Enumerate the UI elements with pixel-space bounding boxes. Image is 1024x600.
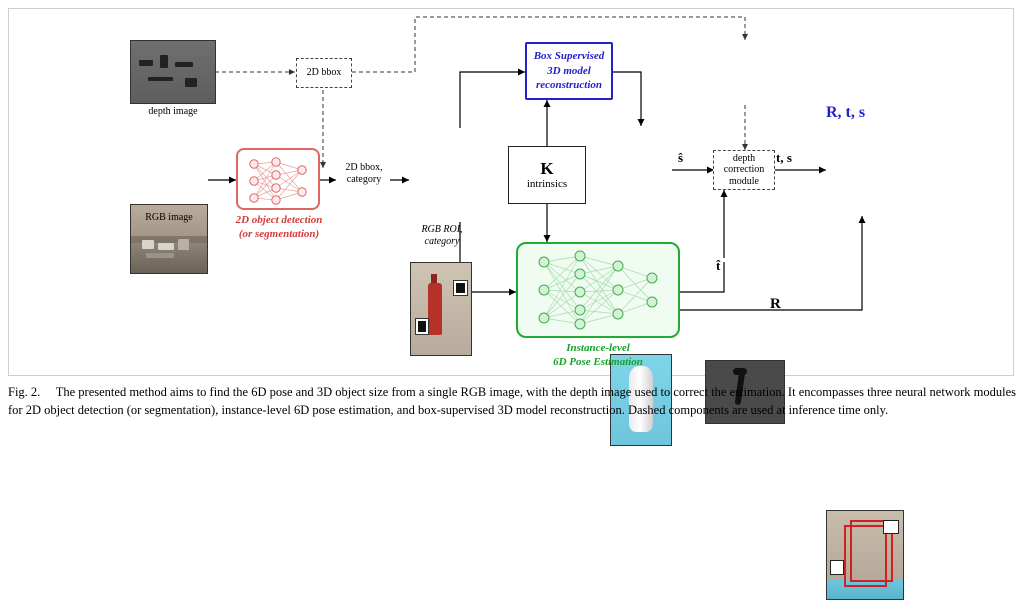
pose-net-line1: Instance-level <box>566 342 630 354</box>
reconstruction-line2: 3D model <box>547 64 591 77</box>
object-detector-label <box>220 214 338 242</box>
detector-label-line2: (or segmentation) <box>238 227 320 240</box>
R-label: R <box>770 296 781 312</box>
depth-correction-line1: depth <box>732 152 756 164</box>
detector-network-icon <box>238 150 322 212</box>
pose-network-icon <box>518 244 678 336</box>
rgb-roi-caption <box>406 224 478 248</box>
t-s-label: t, s <box>776 150 792 165</box>
pose-network-label <box>516 342 680 370</box>
t-hat-label: t̂ <box>716 258 721 273</box>
depth-image <box>130 40 216 104</box>
output-label: R, t, s <box>826 104 866 121</box>
depth-roi-caption: Depth ROI <box>725 86 765 96</box>
reconstruction-line3: reconstruction <box>535 79 602 92</box>
rgb-roi-line2: category <box>424 236 460 247</box>
depth-correction-module <box>713 150 775 190</box>
figure-label: Fig. 2. <box>8 385 41 399</box>
bbox-category-node <box>336 162 392 186</box>
intrinsics-word: intrinsics <box>526 178 568 191</box>
object-detector-network <box>236 148 320 210</box>
bbox-2d-node <box>296 58 352 88</box>
detector-label-line1: 2D object detection <box>235 214 323 226</box>
camera-intrinsics-node <box>508 146 586 204</box>
bbox-category-line2: category <box>346 174 382 185</box>
depth-correction-line2: correction <box>723 164 765 176</box>
figure-caption-text: The presented method aims to find the 6D pose and 3D object size from a single RGB image, with the depth image used to correct the estimation. It encompasses three neural network modules for 2D object detection (or segmentation), instance-level 6D pose estimation, and box-supervised 3D model reconstruction. Dashed components are used at inference time only. <box>8 385 1016 417</box>
pose-estimation-network <box>516 242 680 338</box>
rgb-roi-line1: RGB ROI, <box>421 224 463 235</box>
figure-caption <box>8 384 1016 420</box>
depth-correction-line3: module <box>729 175 759 187</box>
depth-image-caption: depth image <box>148 106 198 117</box>
intrinsics-symbol: K <box>540 158 554 178</box>
box-supervised-reconstruction-node <box>525 42 613 100</box>
rgb-roi-image <box>410 262 472 356</box>
final-result-image <box>826 510 904 600</box>
s-hat-label: ŝ <box>678 150 684 165</box>
bbox-2d-label: 2D bbox <box>306 67 342 79</box>
rgb-image-caption: RGB image <box>145 212 193 223</box>
reconstruction-line1: Box Supervised <box>533 49 605 62</box>
pose-net-line2: 6D Pose Estimation <box>553 355 643 368</box>
bbox-category-line1: 2D bbox, <box>345 162 383 173</box>
